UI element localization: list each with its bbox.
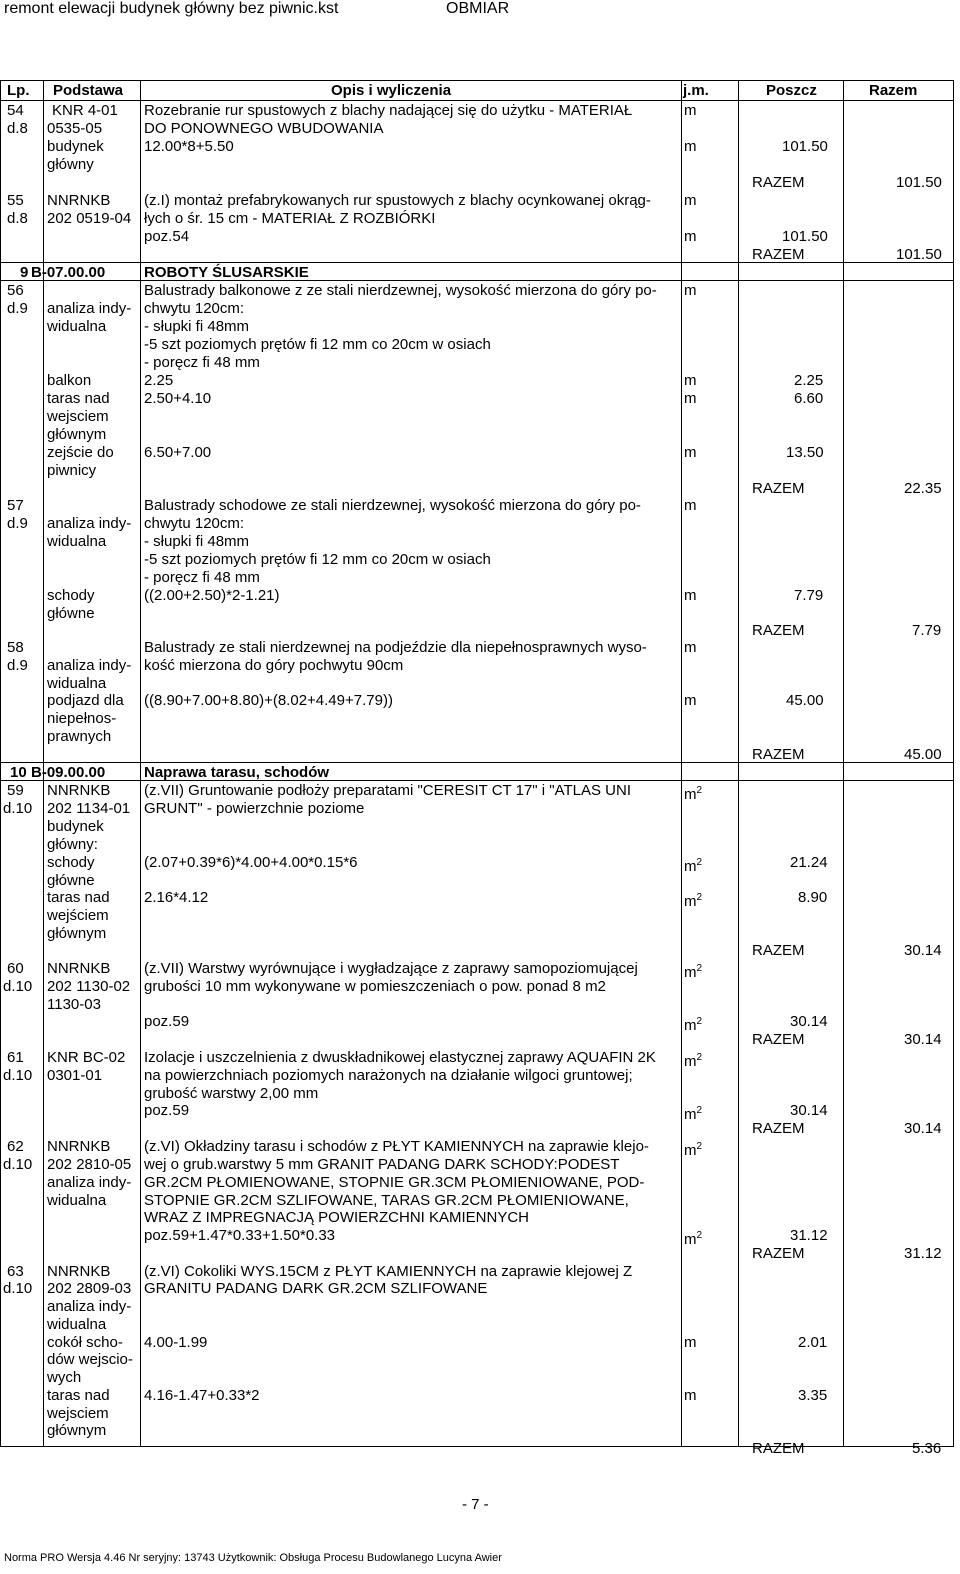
table-cell: 60: [7, 960, 24, 977]
column-rule-podstawa: [140, 80, 141, 1446]
table-cell: m: [684, 497, 697, 514]
table-cell: m: [684, 692, 697, 709]
table-cell: $m^2$: [684, 1230, 703, 1248]
table-cell: 101.50: [782, 228, 828, 245]
table-cell: główny:: [47, 836, 98, 853]
table-cell: $m^2$: [684, 963, 703, 981]
table-cell: 45.00: [904, 746, 942, 763]
table-cell: balkon: [47, 372, 92, 389]
table-cell: d.10: [3, 1280, 33, 1297]
table-cell: 4.16-1.47+0.33*2: [144, 1387, 260, 1404]
table-cell: $m^2$: [684, 1141, 703, 1159]
column-rule-poszcz: [843, 80, 844, 1446]
table-cell: WRAZ Z IMPREGNACJĄ POWIERZCHNI KAMIENNYCH: [144, 1209, 530, 1226]
table-cell: taras nad: [47, 390, 110, 407]
software-footer: Norma PRO Wersja 4.46 Nr seryjny: 13743 Użytkownik: Obsługa Procesu Budowlanego Lucyna Awier: [4, 1552, 502, 1564]
table-cell: (z.I) montaż prefabrykowanych rur spustowych z blachy ocynkowanej okrąg-: [144, 192, 651, 209]
table-cell: 7.79: [794, 587, 824, 604]
table-cell: STOPNIE GR.2CM SZLIFOWANE, TARAS GR.2CM PŁOMIENIOWANE,: [144, 1192, 629, 1209]
table-cell: główne: [47, 605, 95, 622]
table-cell: 202 2809-03: [47, 1280, 132, 1297]
table-cell: widualna: [47, 533, 107, 550]
table-cell: 31.12: [790, 1227, 828, 1244]
table-cell: d.10: [3, 1067, 33, 1084]
table-cell: 30.14: [904, 1120, 942, 1137]
table-cell: grubości 10 mm wykonywane w pomieszczeniach o pow. ponad 8 m2: [144, 978, 606, 995]
table-cell: 2.25: [794, 372, 824, 389]
table-cell: - poręcz fi 48 mm: [144, 569, 260, 586]
table-cell: RAZEM: [752, 1245, 805, 1262]
table-cell: NNRNKB: [47, 960, 111, 977]
table-cell: 202 2810-05: [47, 1156, 132, 1173]
column-lp: Lp.: [7, 82, 30, 99]
table-cell: 10: [10, 764, 27, 781]
table-cell: m: [684, 639, 697, 656]
table-cell: 101.50: [896, 246, 942, 263]
table-cell: analiza indy-: [47, 657, 132, 674]
table-cell: RAZEM: [752, 174, 805, 191]
table-cell: $m^2$: [684, 857, 703, 875]
table-cell: m: [684, 228, 697, 245]
table-cell: wejsciem: [47, 1405, 109, 1422]
table-cell: (z.VII) Gruntowanie podłoży preparatami "CERESIT CT 17" i "ATLAS UNI: [144, 782, 631, 799]
table-cell: dów wejscio-: [47, 1351, 133, 1368]
column-jm: j.m.: [683, 82, 709, 99]
column-razem: Razem: [869, 82, 918, 99]
table-cell: 0301-01: [47, 1067, 103, 1084]
table-cell: $m^2$: [684, 1016, 703, 1034]
row-separator: [0, 262, 954, 263]
table-cell: analiza indy-: [47, 1174, 132, 1191]
table-cell: analiza indy-: [47, 515, 132, 532]
table-cell: taras nad: [47, 889, 110, 906]
table-cell: 61: [7, 1049, 24, 1066]
table-cell: d.10: [3, 1156, 33, 1173]
table-cell: RAZEM: [752, 246, 805, 263]
table-cell: 45.00: [786, 692, 824, 709]
table-cell: prawnych: [47, 728, 112, 745]
table-cell: RAZEM: [752, 942, 805, 959]
table-cell: NNRNKB: [47, 1263, 111, 1280]
table-cell: 2.16*4.12: [144, 889, 209, 906]
table-cell: wejściem: [47, 907, 109, 924]
table-cell: grubość warstwy 2,00 mm: [144, 1085, 319, 1102]
table-cell: 57: [7, 497, 24, 514]
table-cell: GR.2CM PŁOMIENOWANE, STOPNIE GR.3CM PŁOMIENIOWANE, POD-: [144, 1174, 645, 1191]
document-section-title: OBMIAR: [446, 0, 510, 17]
table-cell: 2.25: [144, 372, 174, 389]
table-cell: -5 szt poziomych prętów fi 12 mm co 20cm w osiach: [144, 551, 491, 568]
table-cell: (2.07+0.39*6)*4.00+4.00*0.15*6: [144, 854, 358, 871]
table-cell: RAZEM: [752, 746, 805, 763]
table-cell: taras nad: [47, 1387, 110, 1404]
table-cell: 3.35: [798, 1387, 828, 1404]
table-left-border: [0, 80, 1, 1446]
table-cell: budynek: [47, 818, 104, 835]
table-cell: 62: [7, 1138, 24, 1155]
table-cell: łych o śr. 15 cm - MATERIAŁ Z ROZBIÓRKI: [144, 210, 436, 227]
table-cell: poz.59: [144, 1102, 190, 1119]
table-cell: 1130-03: [47, 996, 101, 1013]
table-cell: 2.01: [798, 1334, 828, 1351]
table-header-bottom-rule: [0, 100, 954, 101]
document-filename: remont elewacji budynek główny bez piwnic.kst: [4, 0, 339, 17]
column-rule-lp: [43, 80, 44, 1446]
table-cell: (z.VI) Cokoliki WYS.15CM z PŁYT KAMIENNYCH na zaprawie klejowej Z: [144, 1263, 633, 1280]
table-cell: 59: [7, 782, 24, 799]
table-cell: wej o grub.warstwy 5 mm GRANIT PADANG DARK SCHODY:PODEST: [144, 1156, 620, 1173]
column-rule-opis: [681, 80, 682, 1446]
table-cell: m: [684, 390, 697, 407]
table-cell: NNRNKB: [47, 192, 111, 209]
table-cell: m: [684, 1387, 697, 1404]
table-cell: d.10: [3, 800, 33, 817]
table-cell: widualna: [47, 1316, 107, 1333]
table-cell: 101.50: [782, 138, 828, 155]
table-cell: chwytu 120cm:: [144, 515, 245, 532]
table-cell: głównym: [47, 426, 107, 443]
table-cell: budynek: [47, 138, 104, 155]
table-cell: DO PONOWNEGO WBUDOWANIA: [144, 120, 384, 137]
table-cell: 5.36: [912, 1440, 942, 1457]
table-cell: - słupki fi 48mm: [144, 533, 250, 550]
table-cell: widualna: [47, 318, 107, 335]
table-cell: 6.60: [794, 390, 824, 407]
table-cell: RAZEM: [752, 480, 805, 497]
table-cell: zejście do: [47, 444, 114, 461]
table-cell: d.8: [7, 210, 28, 227]
column-opis: Opis i wyliczenia: [331, 82, 452, 99]
table-cell: schody: [47, 587, 95, 604]
table-cell: widualna: [47, 1192, 107, 1209]
table-cell: - poręcz fi 48 mm: [144, 354, 260, 371]
table-bottom-rule: [0, 1446, 954, 1447]
table-cell: analiza indy-: [47, 1298, 132, 1315]
table-cell: $m^2$: [684, 785, 703, 803]
table-cell: 31.12: [904, 1245, 942, 1262]
table-cell: główne: [47, 872, 95, 889]
table-cell: ((2.00+2.50)*2-1.21): [144, 587, 280, 604]
table-cell: 101.50: [896, 174, 942, 191]
table-cell: 9: [20, 264, 29, 281]
table-cell: d.10: [3, 978, 33, 995]
table-cell: analiza indy-: [47, 300, 132, 317]
table-cell: ROBOTY ŚLUSARSKIE: [144, 264, 309, 281]
table-cell: 55: [7, 192, 24, 209]
row-separator: [0, 762, 954, 763]
table-cell: 30.14: [790, 1013, 828, 1030]
table-cell: poz.54: [144, 228, 190, 245]
table-cell: m: [684, 444, 697, 461]
table-cell: 54: [7, 102, 24, 119]
table-cell: widualna: [47, 675, 107, 692]
column-podstawa: Podstawa: [53, 82, 124, 99]
table-cell: podjazd dla: [47, 692, 124, 709]
table-cell: 13.50: [786, 444, 824, 461]
table-cell: -5 szt poziomych prętów fi 12 mm co 20cm w osiach: [144, 336, 491, 353]
table-cell: 202 0519-04: [47, 210, 132, 227]
table-cell: cokół scho-: [47, 1334, 123, 1351]
table-cell: 58: [7, 639, 24, 656]
table-cell: m: [684, 192, 697, 209]
table-cell: kość mierzona do góry pochwytu 90cm: [144, 657, 404, 674]
table-cell: na powierzchniach poziomych narażonych na działanie wilgoci gruntowej;: [144, 1067, 633, 1084]
table-cell: 202 1134-01: [47, 800, 131, 817]
table-cell: NNRNKB: [47, 782, 111, 799]
table-right-border: [953, 80, 954, 1446]
table-cell: chwytu 120cm:: [144, 300, 245, 317]
table-cell: niepełnos-: [47, 710, 117, 727]
column-rule-jm: [738, 80, 739, 1446]
table-cell: 6.50+7.00: [144, 444, 212, 461]
table-cell: Rozebranie rur spustowych z blachy nadającej się do użytku - MATERIAŁ: [144, 102, 633, 119]
table-cell: B-07.00.00: [31, 264, 106, 281]
table-cell: 30.14: [790, 1102, 828, 1119]
table-header-top-rule: [0, 80, 954, 81]
table-cell: 22.35: [904, 480, 942, 497]
table-cell: 7.79: [912, 622, 942, 639]
table-cell: 12.00*8+5.50: [144, 138, 234, 155]
table-cell: B-09.00.00: [31, 764, 106, 781]
table-cell: piwnicy: [47, 462, 97, 479]
table-cell: d.9: [7, 657, 28, 674]
page-number: - 7 -: [462, 1496, 489, 1513]
table-cell: 30.14: [904, 1031, 942, 1048]
table-cell: d.9: [7, 300, 28, 317]
table-cell: schody: [47, 854, 95, 871]
table-cell: 2.50+4.10: [144, 390, 212, 407]
table-cell: d.8: [7, 120, 28, 137]
table-cell: (z.VI) Okładziny tarasu i schodów z PŁYT KAMIENNYCH na zaprawie klejo-: [144, 1138, 649, 1155]
table-cell: główny: [47, 156, 94, 173]
table-cell: 8.90: [798, 889, 828, 906]
table-cell: RAZEM: [752, 1120, 805, 1137]
table-cell: Naprawa tarasu, schodów: [144, 764, 330, 781]
table-cell: m: [684, 138, 697, 155]
table-cell: RAZEM: [752, 1031, 805, 1048]
table-cell: wych: [47, 1369, 82, 1386]
table-cell: RAZEM: [752, 1440, 805, 1457]
table-cell: m: [684, 372, 697, 389]
table-cell: KNR BC-02: [47, 1049, 126, 1066]
table-cell: Balustrady ze stali nierdzewnej na podjeździe dla niepełnosprawnych wyso-: [144, 639, 647, 656]
table-cell: RAZEM: [752, 622, 805, 639]
table-cell: Izolacje i uszczelnienia z dwuskładnikowej elastycznej zaprawy AQUAFIN 2K: [144, 1049, 656, 1066]
table-cell: 202 1130-02: [47, 978, 131, 995]
table-cell: (z.VII) Warstwy wyrównujące i wygładzające z zaprawy samopoziomującej: [144, 960, 638, 977]
table-cell: m: [684, 1334, 697, 1351]
table-cell: Balustrady balkonowe z ze stali nierdzewnej, wysokość mierzona do góry po-: [144, 282, 657, 299]
table-cell: głównym: [47, 1422, 107, 1439]
table-cell: m: [684, 282, 697, 299]
table-cell: m: [684, 587, 697, 604]
table-cell: wejsciem: [47, 408, 109, 425]
table-cell: 63: [7, 1263, 24, 1280]
table-cell: m: [684, 102, 697, 119]
column-poszcz: Poszcz: [766, 82, 817, 99]
table-cell: 56: [7, 282, 24, 299]
table-cell: 4.00-1.99: [144, 1334, 208, 1351]
table-cell: d.9: [7, 515, 28, 532]
table-cell: ((8.90+7.00+8.80)+(8.02+4.49+7.79)): [144, 692, 393, 709]
table-cell: - słupki fi 48mm: [144, 318, 250, 335]
table-cell: GRUNT" - powierzchnie poziome: [144, 800, 365, 817]
table-cell: 0535-05: [47, 120, 103, 137]
table-cell: KNR 4-01: [52, 102, 118, 119]
table-cell: głównym: [47, 925, 107, 942]
table-cell: $m^2$: [684, 1052, 703, 1070]
table-cell: Balustrady schodowe ze stali nierdzewnej, wysokość mierzona do góry po-: [144, 497, 641, 514]
table-cell: poz.59+1.47*0.33+1.50*0.33: [144, 1227, 336, 1244]
table-cell: $m^2$: [684, 1105, 703, 1123]
table-cell: 30.14: [904, 942, 942, 959]
table-cell: NNRNKB: [47, 1138, 111, 1155]
table-cell: $m^2$: [684, 892, 703, 910]
table-cell: GRANITU PADANG DARK GR.2CM SZLIFOWANE: [144, 1280, 488, 1297]
table-cell: poz.59: [144, 1013, 190, 1030]
table-cell: 21.24: [790, 854, 828, 871]
